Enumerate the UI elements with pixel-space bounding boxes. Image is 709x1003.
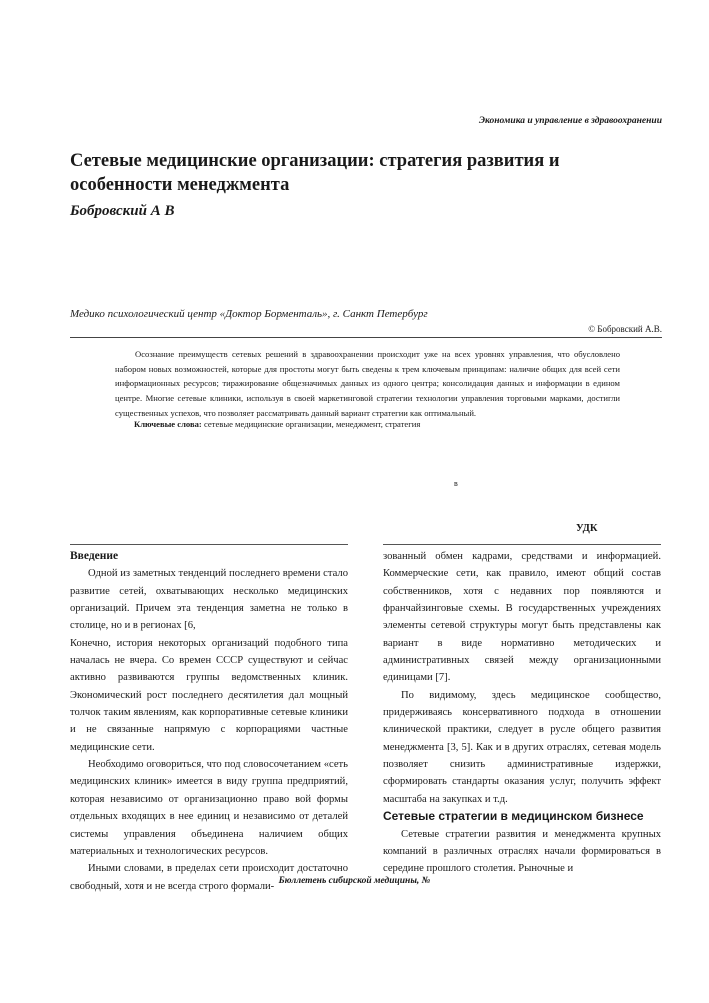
article-title: Сетевые медицинские организации: стратегия развития и особенности менеджмента (70, 151, 560, 195)
udk-label: УДК (576, 523, 598, 534)
running-header: Экономика и управление в здравоохранении (478, 116, 662, 126)
section-heading-network-strategies: Сетевые стратегии в медицинском бизнесе (383, 809, 644, 824)
right-column-rule (383, 544, 661, 545)
paragraph: зованный обмен кадрами, средствами и информацией. Коммерческие сети, как правило, имеют общий состав собственников, хотя с недавних пор появляются и франчайзинговые схемы. В государственных учреждениях элементы сетевой структуры могут быть представлены как вариант в виде нормативно методических и административных связей между организационными единицами [7]. (383, 551, 661, 684)
paragraph: Сетевые стратегии развития и менеджмента крупных компаний в различных отраслях начали формироваться в середине прошлого столетия. Рыночные и (383, 828, 661, 875)
stray-character: в (454, 479, 458, 488)
left-column (70, 548, 348, 895)
section-heading-introduction: Введение (70, 550, 119, 562)
keywords (134, 419, 420, 429)
copyright-notice: © Бобровский А.В. (588, 324, 662, 334)
left-column-rule (70, 544, 348, 545)
right-column (383, 548, 661, 878)
header-divider (70, 337, 662, 338)
article-author: Бобровский А В (70, 203, 175, 219)
paragraph: Необходимо оговориться, что под словосочетанием «сеть медицинских клиник» имеется в виду группа предприятий, которая независимо от организационно право вой формы отдельных входящих в нее единиц и независимо от деталей системы управления объединена наличием общих материальных и технологических ресурсов. (70, 759, 348, 857)
paragraph: Конечно, история некоторых организаций подобного типа началась не вчера. Со времен СССР существуют и сейчас активно развиваются группы ведомственных клиник. Экономический рост последнего десятилетия дал мощный толчок таким явлениям, как корпоративные сетевые клиники и не связанные напрямую с корпорациями частные медицинские сети. (70, 637, 348, 753)
author-affiliation: Медико психологический центр «Доктор Борменталь», г. Санкт Петербург (70, 308, 428, 320)
paragraph: По видимому, здесь медицинское сообщество, придерживаясь консервативного подхода в отношении клинической практики, следует в русле общего развития менеджмента [3, 5]. Как и в других отраслях, сетевая модель позволяет снизить административные издержки, сформировать стандарты оказания услуг, получить эффект масштаба на закупках и т.д. (383, 689, 661, 805)
paragraph: Одной из заметных тенденций последнего времени стало развитие сетей, охватывающих несколько медицинских организаций. Причем эта тенденция заметна не только в столице, но и в регионах [6, (70, 568, 348, 632)
abstract-text: Осознание преимуществ сетевых решений в здравоохранении происходит уже на всех уровнях управления, что обусловлено набором новых возможностей, которые для простоты могут быть сведены к трем ключевым принципам: наличие общих для всей сети информационных ресурсов; тиражирование общезначимых данных из одного центра; консолидация данных и информации в едином центре. Многие сетевые клиники, используя в своей маркетинговой стратегии технологии управления торговыми марками, достигли существенных успехов, что позволяет рассматривать данный вариант стратегии как оптимальный. (115, 349, 620, 418)
abstract (115, 347, 620, 421)
paragraph: Иными словами, в пределах сети происходит достаточно свободный, хотя и не всегда строго формали- (70, 863, 348, 892)
keywords-label: Ключевые слова: (134, 419, 202, 429)
journal-footer: Бюллетень сибирской медицины, № (278, 876, 431, 886)
keywords-text: сетевые медицинские организации, менеджмент, стратегия (203, 419, 421, 429)
